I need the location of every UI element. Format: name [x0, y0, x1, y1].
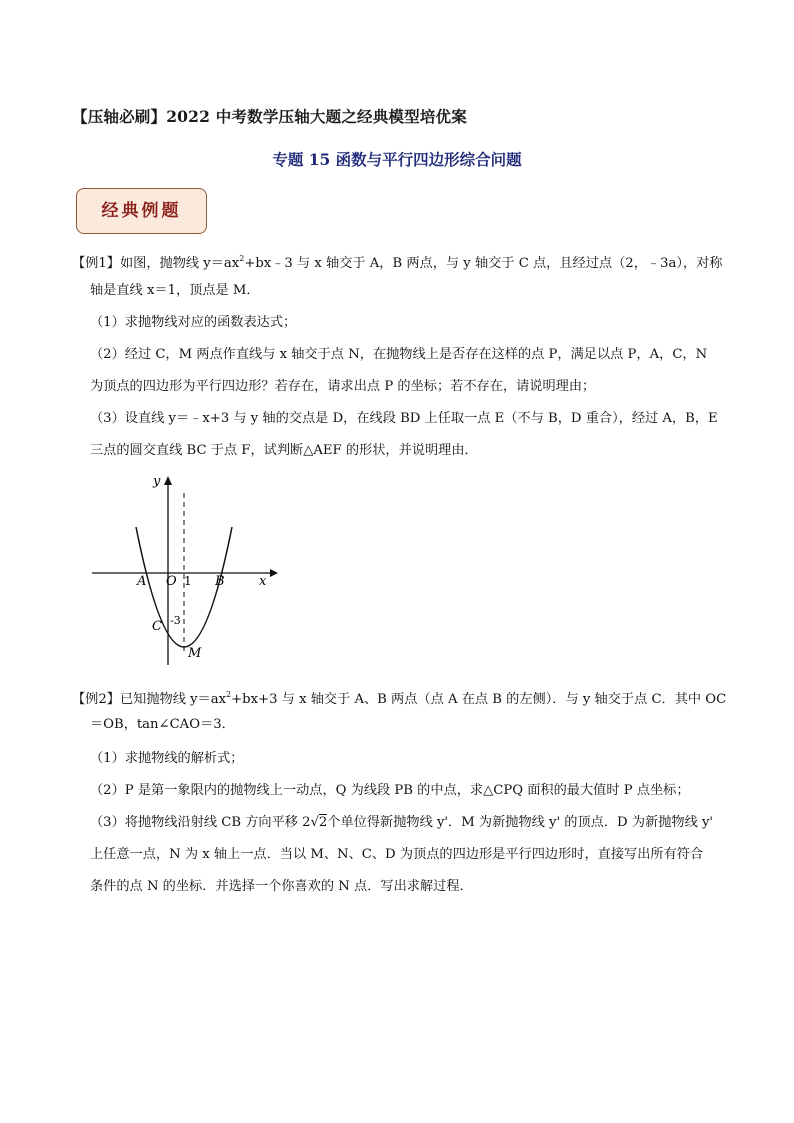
section-label: 经典例题 — [101, 201, 182, 221]
example2-q1: （1）求抛物线的解析式； — [90, 751, 244, 766]
point-c-label: C — [152, 619, 162, 634]
example1-equation: y＝ax — [203, 256, 240, 271]
origin-label: O — [166, 574, 177, 589]
point-a-label: A — [137, 574, 147, 589]
example1-q3-line1: （3）设直线 y＝﹣x+3 与 y 轴的交点是 D，在线段 BD 上任取一点 E（不与 B，D 重合），经过 A，B，E — [90, 411, 718, 426]
example1-q2-line1: （2）经过 C，M 两点作直线与 x 轴交于点 N，在抛物线上是否存在这样的点 P，满足以点 P，A，C，N — [90, 347, 708, 362]
example1-tag: 【例1】 — [72, 256, 120, 271]
y-axis-label: y — [153, 474, 161, 489]
vertex-m-label: M — [188, 646, 202, 661]
example2-line2: ＝OB，tan∠CAO＝3． — [90, 717, 235, 732]
exponent: 2 — [226, 690, 232, 699]
example2-q3-text-b: 个单位得新抛物线 y'．M 为新抛物线 y' 的顶点．D 为新抛物线 y' — [327, 815, 714, 830]
example1-q2-line2: 为顶点的四边形为平行四边形？若存在，请求出点 P 的坐标；若不存在，请说明理由； — [90, 379, 596, 394]
example1-text-b: +bx﹣3 与 x 轴交于 A，B 两点，与 y 轴交于 C 点，且经过点（2，﹣3a），对称 — [244, 256, 723, 271]
example2-text-b: +bx+3 与 x 轴交于 A、B 两点（点 A 在点 B 的左侧）．与 y 轴交于点 C．其中 OC — [231, 692, 727, 707]
example1-line2: 轴是直线 x＝1，顶点是 M． — [90, 283, 260, 298]
tick-one-label: 1 — [184, 574, 192, 588]
y-axis-arrow — [164, 476, 172, 485]
example2-line1 — [72, 686, 726, 709]
sqrt-radicand: 2 — [318, 815, 328, 830]
example1-line1 — [72, 250, 722, 273]
example2-q3-line3: 条件的点 N 的坐标．并选择一个你喜欢的 N 点．写出求解过程． — [90, 879, 473, 894]
header-title: 【压轴必刷】2022 中考数学压轴大题之经典模型培优案 — [72, 107, 467, 126]
example1-q1: （1）求抛物线对应的函数表达式； — [90, 315, 297, 330]
point-b-label: B — [215, 574, 225, 589]
example2-q3-line2: 上任意一点，N 为 x 轴上一点．当以 M、N、C、D 为顶点的四边形是平行四边形时，直接写出所有符合 — [90, 847, 704, 862]
x-axis-arrow — [270, 569, 278, 577]
example2-tag: 【例2】 — [72, 692, 120, 707]
example1-q3-line2: 三点的圆交直线 BC 于点 F，试判断△AEF 的形状，并说明理由． — [90, 443, 478, 458]
example2-q3-text-a: （3）将抛物线沿射线 CB 方向平移 2 — [90, 815, 311, 830]
section-banner — [76, 188, 207, 234]
sqrt-sign: √ — [310, 815, 319, 830]
x-axis-label: x — [259, 574, 267, 589]
exponent: 2 — [239, 254, 245, 263]
example1-text-a: 如图，抛物线 — [119, 256, 204, 271]
parabola-graph — [86, 465, 286, 675]
tick-minus-three-label: -3 — [170, 614, 181, 627]
example2-q3-line1 — [90, 814, 713, 832]
example2-q2: （2）P 是第一象限内的抛物线上一动点，Q 为线段 PB 的中点，求△CPQ 面积的最大值时 P 点坐标； — [90, 783, 690, 798]
topic-title: 专题 15 函数与平行四边形综合问题 — [272, 150, 522, 169]
example2-text-a: 已知抛物线 y＝ax — [119, 692, 227, 707]
